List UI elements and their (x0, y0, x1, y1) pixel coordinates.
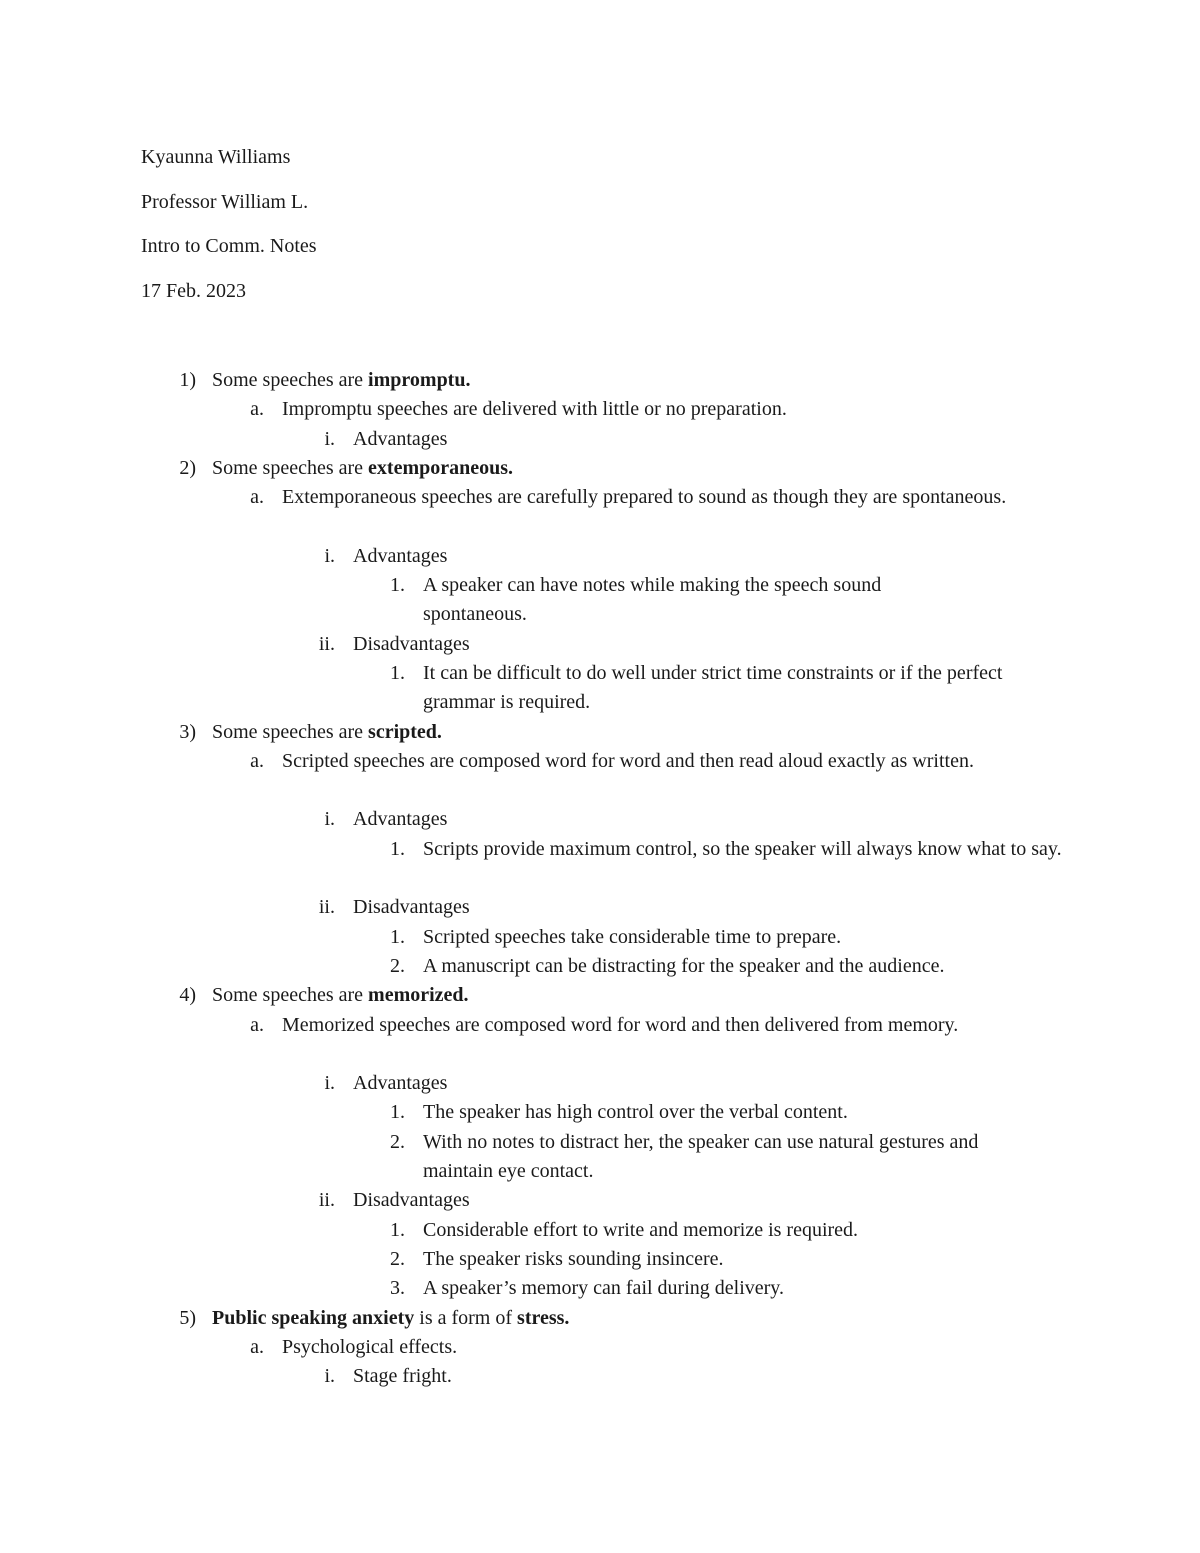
list-marker: ii. (318, 1189, 335, 1212)
list-item (0, 893, 1200, 922)
list-item (0, 571, 1200, 630)
list-item-text: Advantages (353, 427, 448, 450)
course-title: Intro to Comm. Notes (141, 235, 317, 257)
list-item (0, 1274, 1200, 1303)
list-item-text: Extemporaneous speeches are carefully prepared to sound as though they are spontaneous. (282, 486, 1007, 509)
list-item (0, 923, 1200, 952)
list-marker: 1. (390, 837, 405, 860)
list-item-text: Advantages (353, 808, 448, 831)
list-marker: 1. (390, 925, 405, 948)
list-marker: a. (250, 749, 264, 772)
list-item (0, 952, 1200, 981)
list-item-text: Some speeches are memorized. (212, 984, 469, 1007)
list-item-text: Scripts provide maximum control, so the speaker will always know what to say. (423, 837, 1062, 860)
list-marker: 5) (179, 1306, 196, 1329)
key-term: extemporaneous. (368, 456, 514, 479)
key-term: memorized. (368, 984, 469, 1007)
list-item-text: Stage fright. (353, 1365, 452, 1388)
list-marker: 1. (390, 1101, 405, 1124)
document-date: 17 Feb. 2023 (141, 280, 246, 302)
author-name: Kyaunna Williams (141, 146, 291, 168)
list-item (0, 1186, 1200, 1215)
list-item-text: Advantages (353, 1072, 448, 1095)
list-marker: 1. (390, 661, 405, 684)
list-marker: 1) (179, 369, 196, 391)
list-marker: i. (324, 808, 335, 831)
list-marker: 2. (390, 1247, 405, 1270)
list-item (0, 659, 1200, 718)
key-term: scripted. (368, 720, 442, 743)
list-item (0, 805, 1200, 834)
list-marker: 3) (179, 720, 196, 743)
list-item-text: A manuscript can be distracting for the speaker and the audience. (423, 954, 945, 977)
list-item (0, 395, 1200, 424)
outline-item-scripted (0, 718, 1200, 747)
list-item (0, 542, 1200, 571)
key-term: Public speaking anxiety (212, 1306, 415, 1329)
list-item (0, 630, 1200, 659)
list-item (0, 835, 1200, 894)
list-item (0, 425, 1200, 454)
list-item (0, 1333, 1200, 1362)
list-item-text: Some speeches are impromptu. (212, 369, 471, 391)
list-item-text: It can be difficult to do well under strict time constraints or if the perfect grammar is required. (423, 661, 1003, 714)
list-item-text: Impromptu speeches are delivered with little or no preparation. (282, 398, 787, 421)
list-item-text: Advantages (353, 544, 448, 567)
list-marker: 3. (390, 1277, 405, 1300)
list-item-text: The speaker risks sounding insincere. (423, 1247, 724, 1270)
professor-name: Professor William L. (141, 191, 309, 213)
list-item (0, 1216, 1200, 1245)
list-item-text: Disadvantages (353, 896, 470, 919)
list-item-text: With no notes to distract her, the speaker can use natural gestures and maintain eye contact. (423, 1130, 979, 1183)
list-item-text: A speaker can have notes while making the speech sound spontaneous. (423, 574, 882, 626)
list-marker: i. (324, 544, 335, 567)
outline-item-impromptu (0, 366, 1200, 395)
list-item-text: The speaker has high control over the verbal content. (423, 1101, 848, 1124)
list-item-text: Some speeches are scripted. (212, 720, 442, 743)
list-marker: i. (324, 427, 335, 450)
list-item-text: A speaker’s memory can fail during delivery. (423, 1277, 784, 1300)
list-item (0, 1069, 1200, 1098)
list-marker: 2. (390, 1130, 405, 1153)
list-marker: 1. (390, 1218, 405, 1241)
list-item-text: Considerable effort to write and memorize is required. (423, 1218, 859, 1241)
outline-item-memorized (0, 981, 1200, 1010)
list-marker: 4) (179, 984, 196, 1007)
list-marker: a. (250, 486, 264, 509)
list-item-text: Disadvantages (353, 632, 470, 655)
list-item (0, 1098, 1200, 1127)
list-marker: a. (250, 398, 264, 421)
list-item (0, 1128, 1200, 1187)
list-item-text: Public speaking anxiety is a form of stress. (212, 1306, 570, 1329)
list-item-text: Disadvantages (353, 1189, 470, 1212)
list-item-text: Psychological effects. (282, 1335, 458, 1358)
list-item (0, 483, 1200, 542)
outline-item-extemporaneous (0, 454, 1200, 483)
list-item (0, 1245, 1200, 1274)
list-item-text: Some speeches are extemporaneous. (212, 456, 514, 479)
list-item (0, 747, 1200, 806)
outline-item-anxiety (0, 1304, 1200, 1333)
list-item-text: Scripted speeches are composed word for word and then read aloud exactly as written. (282, 749, 974, 772)
list-marker: 2) (179, 456, 196, 479)
list-marker: i. (324, 1365, 335, 1388)
notes-outline (0, 366, 1200, 1391)
list-marker: 2. (390, 954, 405, 977)
list-marker: a. (250, 1335, 264, 1358)
key-term: impromptu. (368, 369, 471, 391)
list-item-text: Memorized speeches are composed word for word and then delivered from memory. (282, 1013, 959, 1036)
list-item-text: Scripted speeches take considerable time to prepare. (423, 925, 842, 948)
list-marker: 1. (390, 574, 405, 597)
key-term: stress. (517, 1306, 570, 1329)
list-item (0, 1362, 1200, 1391)
list-marker: a. (250, 1013, 264, 1036)
list-marker: i. (324, 1072, 335, 1095)
list-item (0, 1011, 1200, 1070)
list-marker: ii. (318, 896, 335, 919)
list-marker: ii. (318, 632, 335, 655)
